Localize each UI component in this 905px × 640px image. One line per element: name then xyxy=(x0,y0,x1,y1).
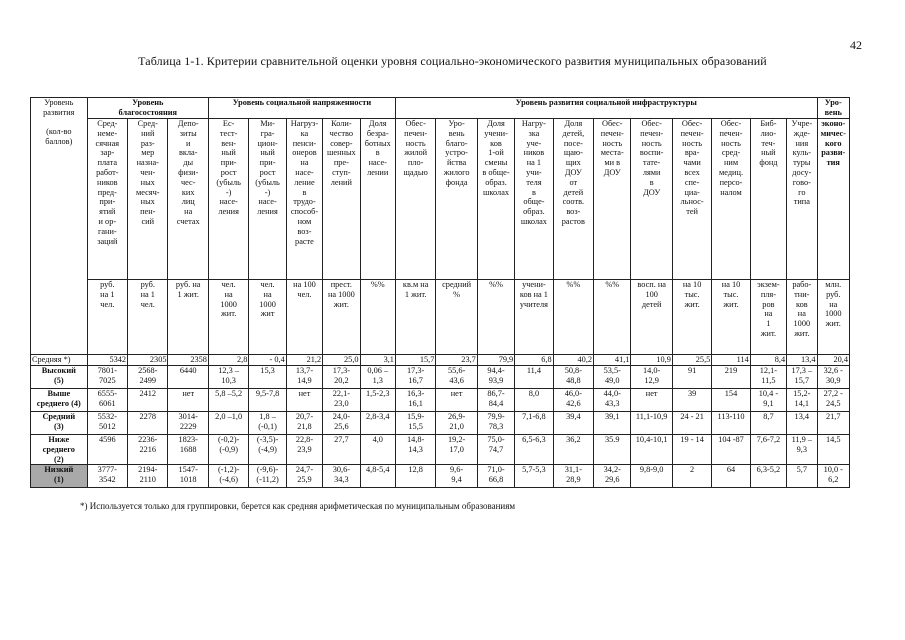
value-cell: 10,0 - 6,2 xyxy=(817,465,849,488)
indicator-header: Сред- неме- сячная зар- плата работ- ников пред- при- ятий и ор- гани- заций xyxy=(87,119,127,280)
table-row xyxy=(31,389,850,412)
indicator-header: Доля детей, посе- щаю- щих ДОУ от детей соотв. воз- растов xyxy=(553,119,593,280)
value-cell: 10,4 - 9,1 xyxy=(750,389,786,412)
indicator-header: Ми- гра- цион- ный при- рост (убыль -) насе- ления xyxy=(249,119,286,280)
average-cell: - 0,4 xyxy=(249,355,286,366)
indicator-header: эконо- мичес- кого разви- тия xyxy=(817,119,849,280)
value-cell: 39,1 xyxy=(594,412,631,435)
value-cell: 10,4-10,1 xyxy=(631,435,672,465)
value-cell: 91 xyxy=(672,366,711,389)
unit-cell: прест. на 1000 жит. xyxy=(323,280,360,355)
value-cell: 7,1-6,8 xyxy=(515,412,553,435)
unit-cell: руб. на 1 чел. xyxy=(87,280,127,355)
value-cell: 20,7- 21,8 xyxy=(286,412,322,435)
table-row xyxy=(31,465,850,488)
value-cell: 19 - 14 xyxy=(672,435,711,465)
value-cell: 2236- 2216 xyxy=(128,435,168,465)
value-cell: 3014- 2229 xyxy=(168,412,208,435)
value-cell: 21,7 xyxy=(817,412,849,435)
indicator-header: Доля учени- ков 1-ой смены в обще- образ. школах xyxy=(477,119,514,280)
level-label: Средний (3) xyxy=(31,412,88,435)
value-cell: 8,0 xyxy=(515,389,553,412)
unit-cell: восп. на 100 детей xyxy=(631,280,672,355)
indicator-header: Сред- ний раз- мер назна- чен- ных месяч- ных пен- сий xyxy=(128,119,168,280)
average-cell: 5342 xyxy=(87,355,127,366)
value-cell: 2412 xyxy=(128,389,168,412)
value-cell: 7801- 7025 xyxy=(87,366,127,389)
value-cell: 14,5 xyxy=(817,435,849,465)
value-cell: 26,9- 21,0 xyxy=(436,412,477,435)
indicator-header: Обес- печен- ность воспи- тате- лями в ДОУ xyxy=(631,119,672,280)
table-row xyxy=(31,366,850,389)
value-cell: 24,7- 25,9 xyxy=(286,465,322,488)
indicator-header: Биб- лио- теч- ный фонд xyxy=(750,119,786,280)
indicator-header: Коли- чество совер- шенных пре- ступ- лений xyxy=(323,119,360,280)
value-cell: 24,0- 25,6 xyxy=(323,412,360,435)
value-cell: 3777- 3542 xyxy=(87,465,127,488)
value-cell: 15,9- 15,5 xyxy=(395,412,435,435)
indicator-header: Обес- печен- ность вра- чами всех спе- циа- льнос- тей xyxy=(672,119,711,280)
value-cell: 5,7-5,3 xyxy=(515,465,553,488)
value-cell: 14,0- 12,9 xyxy=(631,366,672,389)
level-label: Выше среднего (4) xyxy=(31,389,88,412)
indicator-header: Учре- жде- ния куль- туры досу- гово- го типа xyxy=(787,119,817,280)
unit-cell: рабо- тни- ков на 1000 жит. xyxy=(787,280,817,355)
unit-cell: млн. руб. на 1000 жит. xyxy=(817,280,849,355)
value-cell: 9,8-9,0 xyxy=(631,465,672,488)
value-cell: 6555- 6061 xyxy=(87,389,127,412)
average-cell: 13,4 xyxy=(787,355,817,366)
level-label: Ниже среднего (2) xyxy=(31,435,88,465)
average-cell: 23,7 xyxy=(436,355,477,366)
average-cell: 2358 xyxy=(168,355,208,366)
value-cell: 1,8 – (-0,1) xyxy=(249,412,286,435)
value-cell: 4,0 xyxy=(360,435,395,465)
value-cell: 4,8-5,4 xyxy=(360,465,395,488)
value-cell: 1,5-2,3 xyxy=(360,389,395,412)
value-cell: 27,7 xyxy=(323,435,360,465)
value-cell: 53,5- 49,0 xyxy=(594,366,631,389)
level-label: Высокий (5) xyxy=(31,366,88,389)
value-cell: 104 -87 xyxy=(712,435,750,465)
average-cell: 3,1 xyxy=(360,355,395,366)
value-cell: 86,7- 84,4 xyxy=(477,389,514,412)
value-cell: 5,7 xyxy=(787,465,817,488)
average-cell: 6,8 xyxy=(515,355,553,366)
value-cell: 22,1- 23,0 xyxy=(323,389,360,412)
value-cell: 154 xyxy=(712,389,750,412)
value-cell: 17,3- 16,7 xyxy=(395,366,435,389)
value-cell: 5,8 –5,2 xyxy=(208,389,248,412)
value-cell: 12,8 xyxy=(395,465,435,488)
average-cell: 41,1 xyxy=(594,355,631,366)
value-cell: 17,3- 20,2 xyxy=(323,366,360,389)
value-cell: 9,6- 9,4 xyxy=(436,465,477,488)
average-cell: 8,4 xyxy=(750,355,786,366)
value-cell: 13,4 xyxy=(787,412,817,435)
group-welfare: Уровень благосостояния xyxy=(87,98,208,119)
value-cell: 5532- 5012 xyxy=(87,412,127,435)
value-cell: 13,7- 14,9 xyxy=(286,366,322,389)
unit-cell: на 100 чел. xyxy=(286,280,322,355)
value-cell: 50,8- 48,8 xyxy=(553,366,593,389)
table-row xyxy=(31,435,850,465)
value-cell: 1823- 1688 xyxy=(168,435,208,465)
value-cell: 55,6- 43,6 xyxy=(436,366,477,389)
value-cell: (-1,2)- (-4,6) xyxy=(208,465,248,488)
value-cell: (-9,6)- (-11,2) xyxy=(249,465,286,488)
unit-cell: руб. на 1 чел. xyxy=(128,280,168,355)
value-cell: 71,0- 66,8 xyxy=(477,465,514,488)
value-cell: 36,2 xyxy=(553,435,593,465)
value-cell: 75,0- 74,7 xyxy=(477,435,514,465)
value-cell: 11,9 – 9,3 xyxy=(787,435,817,465)
average-cell: 25,5 xyxy=(672,355,711,366)
value-cell: 6,5-6,3 xyxy=(515,435,553,465)
value-cell: нет xyxy=(286,389,322,412)
indicator-header: Ес- тест- вен- ный при- рост (убыль -) насе- ления xyxy=(208,119,248,280)
value-cell: 4596 xyxy=(87,435,127,465)
indicator-header: Депо- зиты и вкла- ды физи- чес- ких лиц на счетах xyxy=(168,119,208,280)
indicator-header: Обес- печен- ность жилой пло- щадью xyxy=(395,119,435,280)
level-label: Низкий (1) xyxy=(31,465,88,488)
value-cell: 39,4 xyxy=(553,412,593,435)
average-cell: 2,8 xyxy=(208,355,248,366)
value-cell: 19,2- 17,0 xyxy=(436,435,477,465)
table-row xyxy=(31,412,850,435)
unit-cell: %% xyxy=(594,280,631,355)
footnote: *) Используется только для группировки, берется как средняя арифметическая по муниципальным образованиям xyxy=(80,501,516,511)
table-caption: Таблица 1-1. Критерии сравнительной оценки уровня социально-экономического развития муниципальных образований xyxy=(138,54,767,68)
value-cell: 2 xyxy=(672,465,711,488)
value-cell: 32,6 - 30,9 xyxy=(817,366,849,389)
average-cell: 21,2 xyxy=(286,355,322,366)
indicator-header: Нагруз- ка пенси- онеров на насе- ление в трудо- способ- ном воз- расте xyxy=(286,119,322,280)
value-cell: нет xyxy=(168,389,208,412)
value-cell: 113-110 xyxy=(712,412,750,435)
value-cell: 16,3- 16,1 xyxy=(395,389,435,412)
page-number: 42 xyxy=(850,38,862,52)
level-header: Уровень развития (кол-во баллов) xyxy=(31,98,88,355)
value-cell: 2568- 2499 xyxy=(128,366,168,389)
unit-cell: на 10 тыс. жит. xyxy=(672,280,711,355)
value-cell: 2,0 –1,0 xyxy=(208,412,248,435)
value-cell: 11,4 xyxy=(515,366,553,389)
value-cell: 39 xyxy=(672,389,711,412)
unit-cell: кв.м на 1 жит. xyxy=(395,280,435,355)
value-cell: 94,4- 93,9 xyxy=(477,366,514,389)
value-cell: 219 xyxy=(712,366,750,389)
value-cell: 22,8- 23,9 xyxy=(286,435,322,465)
value-cell: 12,1- 11,5 xyxy=(750,366,786,389)
value-cell: 11,1-10,9 xyxy=(631,412,672,435)
group-economic: Уро- вень xyxy=(817,98,849,119)
group-tension: Уровень социальной напряженности xyxy=(208,98,395,119)
indicator-header: Уро- вень благо- устро- йства жилого фонда xyxy=(436,119,477,280)
value-cell: 27,2 - 24,5 xyxy=(817,389,849,412)
value-cell: 24 - 21 xyxy=(672,412,711,435)
average-cell: 114 xyxy=(712,355,750,366)
value-cell: 17,3 – 15,7 xyxy=(787,366,817,389)
value-cell: 35.9 xyxy=(594,435,631,465)
value-cell: 46,0- 42,6 xyxy=(553,389,593,412)
unit-cell: чел. на 1000 жит. xyxy=(208,280,248,355)
criteria-table xyxy=(30,97,850,488)
value-cell: (-0,2)- (-0,9) xyxy=(208,435,248,465)
value-cell: 6440 xyxy=(168,366,208,389)
average-cell: 40,2 xyxy=(553,355,593,366)
average-label: Средняя *) xyxy=(31,355,88,366)
value-cell: 15,3 xyxy=(249,366,286,389)
indicator-header: Обес- печен- ность сред- ним медиц. персо- налом xyxy=(712,119,750,280)
value-cell: 2278 xyxy=(128,412,168,435)
unit-cell: %% xyxy=(360,280,395,355)
value-cell: (-3,5)- (-4,9) xyxy=(249,435,286,465)
indicator-header: Обес- печен- ность места- ми в ДОУ xyxy=(594,119,631,280)
group-infrastructure: Уровень развития социальной инфраструктуры xyxy=(395,98,817,119)
average-cell: 79,9 xyxy=(477,355,514,366)
value-cell: 44,0- 43,3 xyxy=(594,389,631,412)
value-cell: 0,06 – 1,3 xyxy=(360,366,395,389)
value-cell: 14,8- 14,3 xyxy=(395,435,435,465)
average-cell: 25,0 xyxy=(323,355,360,366)
unit-cell: %% xyxy=(553,280,593,355)
value-cell: 79,9- 78,3 xyxy=(477,412,514,435)
value-cell: 7,6-7,2 xyxy=(750,435,786,465)
average-cell: 10,9 xyxy=(631,355,672,366)
value-cell: 15,2- 14,1 xyxy=(787,389,817,412)
unit-cell: экзем- пля- ров на 1 жит. xyxy=(750,280,786,355)
average-cell: 20,4 xyxy=(817,355,849,366)
value-cell: 8,7 xyxy=(750,412,786,435)
value-cell: 1547- 1018 xyxy=(168,465,208,488)
value-cell: 34,2- 29,6 xyxy=(594,465,631,488)
value-cell: 9,5-7,8 xyxy=(249,389,286,412)
value-cell: 6,3-5,2 xyxy=(750,465,786,488)
indicator-header: Доля безра- ботных в насе- лении xyxy=(360,119,395,280)
value-cell: 2194- 2110 xyxy=(128,465,168,488)
unit-cell: %% xyxy=(477,280,514,355)
value-cell: 2,8-3,4 xyxy=(360,412,395,435)
unit-cell: средний % xyxy=(436,280,477,355)
average-cell: 15,7 xyxy=(395,355,435,366)
unit-cell: чел. на 1000 жит xyxy=(249,280,286,355)
value-cell: 64 xyxy=(712,465,750,488)
unit-cell: руб. на 1 жит. xyxy=(168,280,208,355)
unit-cell: на 10 тыс. жит. xyxy=(712,280,750,355)
value-cell: нет xyxy=(436,389,477,412)
value-cell: 31,1- 28,9 xyxy=(553,465,593,488)
average-cell: 2305 xyxy=(128,355,168,366)
indicator-header: Нагру- зка уче- ников на 1 учи- теля в обще- образ. школах xyxy=(515,119,553,280)
value-cell: 30,6- 34,3 xyxy=(323,465,360,488)
value-cell: 12,3 – 10,3 xyxy=(208,366,248,389)
unit-cell: учени- ков на 1 учителя xyxy=(515,280,553,355)
value-cell: нет xyxy=(631,389,672,412)
